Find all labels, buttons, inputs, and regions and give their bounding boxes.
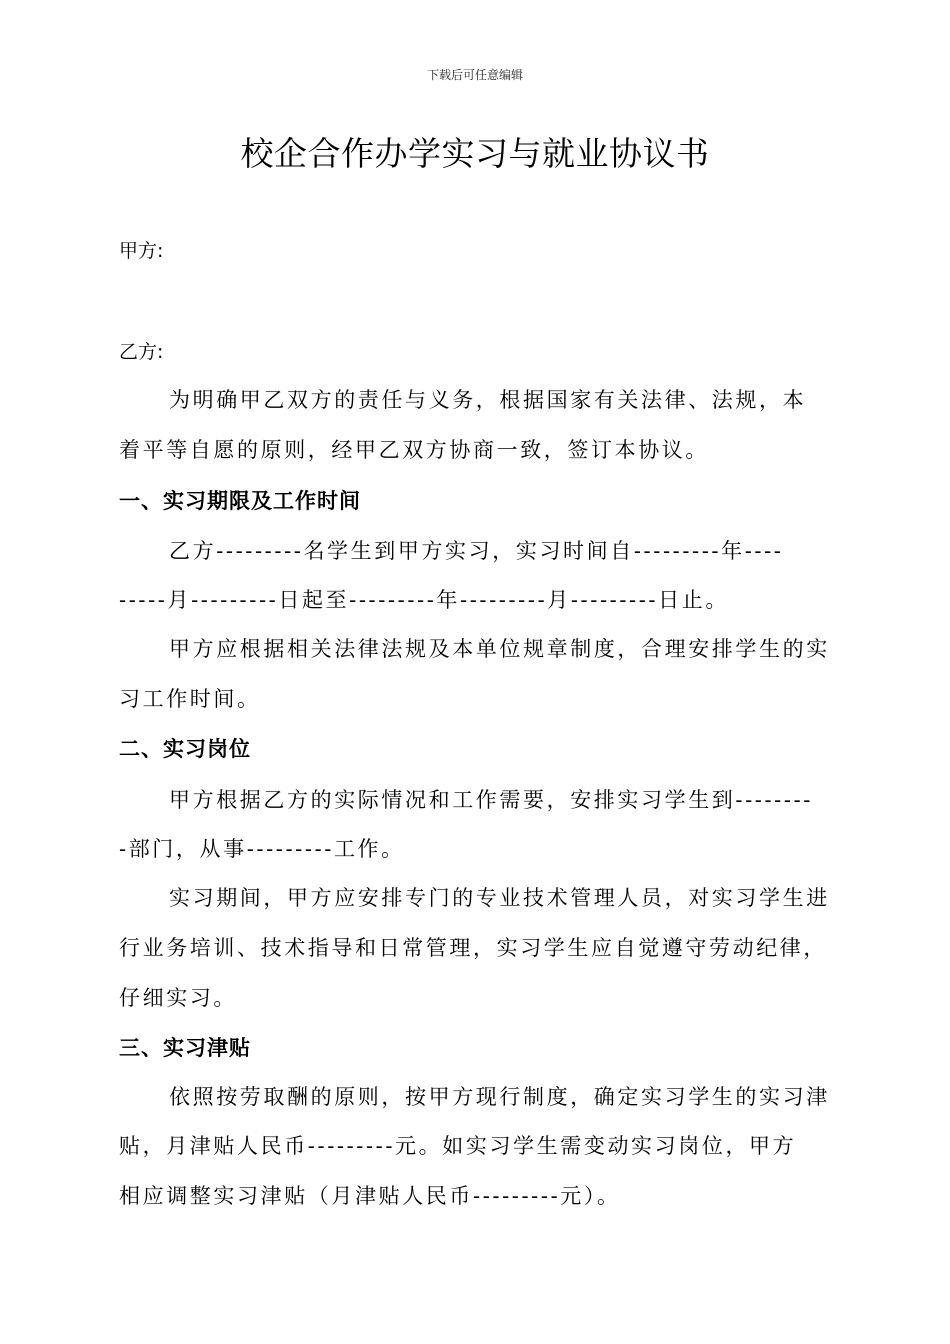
document-title: 校企合作办学实习与就业协议书 (240, 134, 710, 173)
section-2-heading: 二、实习岗位 (119, 737, 251, 761)
intro-line-2: 着平等自愿的原则，经甲乙双方协商一致，签订本协议。 (119, 438, 709, 462)
party-b-label: 乙方: (119, 341, 164, 363)
section-2-p2-line-3: 仔细实习。 (119, 986, 237, 1010)
section-1-p1-line-1: 乙方---------名学生到甲方实习，实习时间自---------年---- (169, 539, 784, 563)
section-2-p2-line-1: 实习期间，甲方应安排专门的专业技术管理人员，对实习学生进 (169, 886, 830, 910)
section-1-p2-line-2: 习工作时间。 (119, 687, 261, 711)
section-2-p1-line-1: 甲方根据乙方的实际情况和工作需要，安排实习学生到-------- (169, 788, 813, 812)
section-1-p2-line-1: 甲方应根据相关法律法规及本单位规章制度，合理安排学生的实 (169, 637, 830, 661)
section-1-p1-line-2: -----月---------日起至---------年---------月---------日止。 (119, 588, 729, 612)
section-3-p1-line-3: 相应调整实习津贴（月津贴人民币---------元）。 (119, 1184, 621, 1208)
section-3-heading: 三、实习津贴 (119, 1036, 251, 1060)
section-2-p1-line-2: -部门，从事---------工作。 (119, 837, 405, 861)
section-2-p2-line-2: 行业务培训、技术指导和日常管理，实习学生应自觉遵守劳动纪律， (119, 936, 827, 960)
section-3-p1-line-1: 依照按劳取酬的原则，按甲方现行制度，确定实习学生的实习津 (169, 1085, 830, 1109)
intro-line-1: 为明确甲乙双方的责任与义务，根据国家有关法律、法规，本 (169, 388, 807, 412)
section-1-heading: 一、实习期限及工作时间 (119, 489, 361, 513)
party-a-label: 甲方: (119, 240, 164, 262)
section-3-p1-line-2: 贴，月津贴人民币---------元。如实习学生需变动实习岗位，甲方 (119, 1134, 797, 1158)
page-header-note: 下载后可任意编辑 (426, 68, 523, 82)
